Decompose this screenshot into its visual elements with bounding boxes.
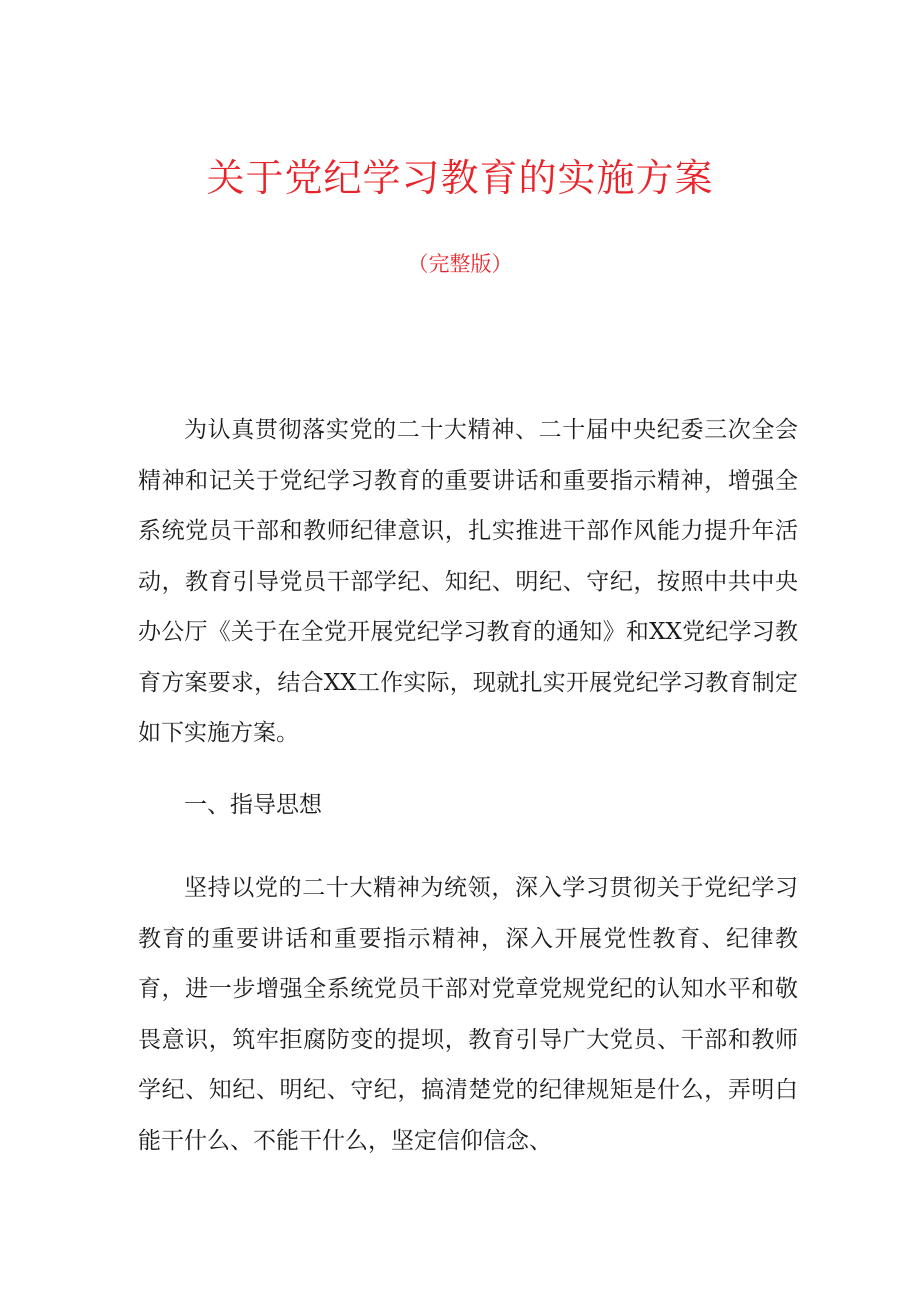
document-title: 关于党纪学习教育的实施方案 [206, 156, 714, 200]
intro-paragraph: 为认真贯彻落实党的二十大精神、二十届中央纪委三次全会精神和记关于党纪学习教育的重要讲话和重要指示精神，增强全系统党员干部和教师纪律意识，扎实推进干部作风能力提升年活动，教育引导党员干部学纪、知纪、明纪、守纪，按照中共中央办公厅《关于在全党开展党纪学习教育的通知》和XX党纪学习教育方案要求，结合XX工作实际，现就扎实开展党纪学习教育制定如下实施方案。 [138, 417, 798, 746]
document-subtitle: （完整版） [407, 252, 513, 276]
guiding-ideology-paragraph: 坚持以党的二十大精神为统领，深入学习贯彻关于党纪学习教育的重要讲话和重要指示精神，深入开展党性教育、纪律教育，进一步增强全系统党员干部对党章党规党纪的认知水平和敬畏意识，筑牢拒腐防变的提坝，教育引导广大党员、干部和教师学纪、知纪、明纪、守纪，搞清楚党的纪律规矩是什么，弄明白能干什么、不能干什么，坚定信仰信念、 [138, 875, 798, 1154]
section-heading-guiding-ideology: 一、指导思想 [184, 792, 322, 818]
